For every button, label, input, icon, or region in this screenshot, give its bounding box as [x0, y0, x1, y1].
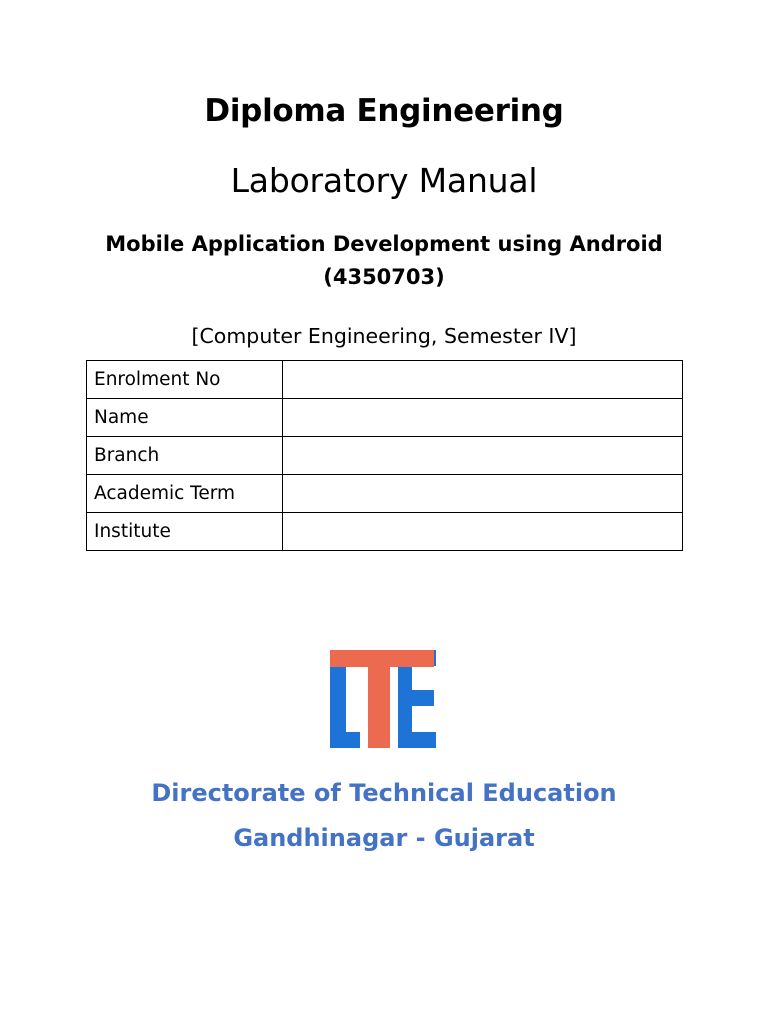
row-value-enrolment [283, 361, 683, 399]
row-value-institute [283, 513, 683, 551]
row-label-academic-term: Academic Term [87, 475, 283, 513]
row-value-branch [283, 437, 683, 475]
logo-t-bar [330, 650, 434, 667]
organization-location: Gandhinagar - Gujarat [233, 824, 535, 852]
document-title: Diploma Engineering [204, 93, 564, 129]
row-value-academic-term [283, 475, 683, 513]
table-row [87, 513, 683, 551]
logo-t-stem [368, 666, 390, 748]
table-row [87, 361, 683, 399]
document-subtitle: Laboratory Manual [230, 161, 538, 200]
course-code: (4350703) [323, 265, 445, 289]
course-name: Mobile Application Development using Android [105, 232, 663, 256]
program-semester: [Computer Engineering, Semester IV] [191, 324, 577, 348]
organization-name: Directorate of Technical Education [151, 779, 617, 807]
student-info-table [86, 360, 683, 551]
table-row [87, 399, 683, 437]
table-row [87, 475, 683, 513]
cte-logo-icon [328, 646, 438, 750]
row-label-branch: Branch [87, 437, 283, 475]
row-label-enrolment: Enrolment No [87, 361, 283, 399]
row-label-name: Name [87, 399, 283, 437]
table-row [87, 437, 683, 475]
row-label-institute: Institute [87, 513, 283, 551]
row-value-name [283, 399, 683, 437]
